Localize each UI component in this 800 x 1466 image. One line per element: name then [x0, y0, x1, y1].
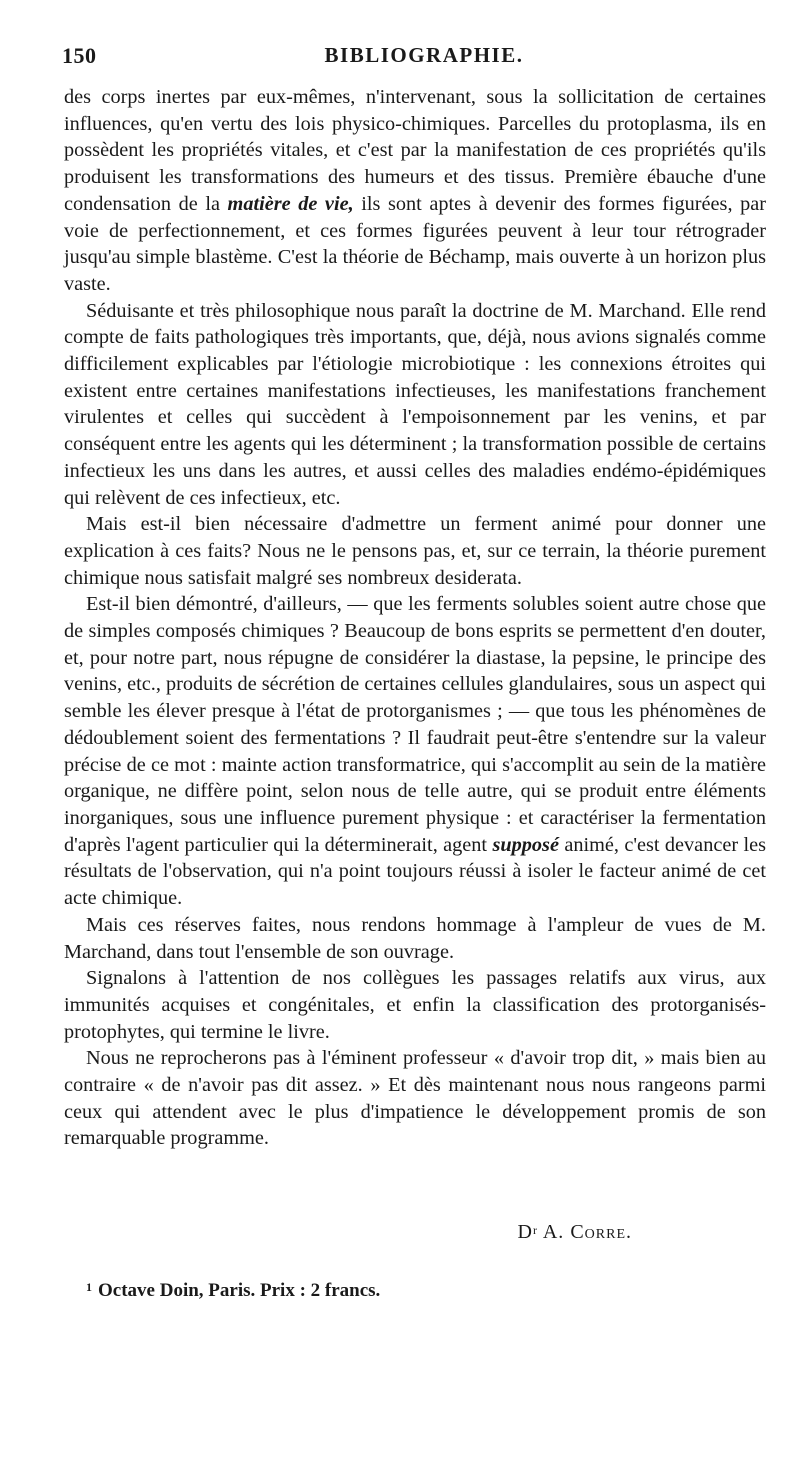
paragraph: des corps inertes par eux-mêmes, n'intervenant, sous la sollicitation de certaines influences, qu'en vertu des lois physico-chimiques. Parcelles du protoplasma, ils en possèdent les propriétés vitales, et c'est par la manifestation de ces propriétés qu'ils produisent les transformations des humeurs et des tissus. Première ébauche d'une condensation de la matière de vie, ils sont aptes à devenir des formes figurées, par voie de perfectionnement, et ces formes figurées peuvent à leur tour rétrograder jusqu'au simple blastème. C'est la théorie de Béchamp, mais ouverte à un horizon plus vaste. — [64, 86, 766, 295]
paragraph: Mais ces réserves faites, nous rendons hommage à l'ampleur de vues de M. Marchand, dans tout l'ensemble de son ouvrage. — [64, 913, 766, 963]
paragraph: Séduisante et très philosophique nous paraît la doctrine de M. Marchand. Elle rend compte de faits pathologiques très importants, que, déjà, nous avions signalés comme difficilement explicables par l'étiologie microbiotique : les connexions étroites qui existent entre certaines manifestations infectieuses, les manifestations franchement virulentes et celles qui succèdent à l'empoisonnement par les venins, et par conséquent entre les agents qui les déterminent ; la transformation possible de certains infectieux les uns dans les autres, et aussi celles des maladies endémo-épidémiques qui relèvent de ces infectieux, etc. — [64, 299, 766, 509]
body-text — [64, 84, 766, 1152]
emphasis: supposé — [492, 833, 559, 856]
paragraph: Nous ne reprocherons pas à l'éminent professeur « d'avoir trop dit, » mais bien au contraire « de n'avoir pas dit assez. » Et dès maintenant nous nous rangeons parmi ceux qui attendent avec le plus d'impatience le développement promis de son remarquable programme. — [64, 1047, 766, 1150]
author-signature — [518, 1221, 633, 1244]
paragraph: Est-il bien démontré, d'ailleurs, — que les ferments solubles soient autre chose que de simples composés chimiques ? Beaucoup de bons esprits se permettent d'en douter, et, pour notre part, nous répugne de considérer la diastase, la pepsine, le principe des venins, etc., produits de sécrétion de certaines cellules glandulaires, sous un aspect qui semble les élever presque à l'état de protorganismes ; — que tous les phénomènes de dédoublement soient des fermentations ? Il faudrait peut-être s'entendre sur la valeur précise de ce mot : mainte action transformatrice, qui s'accomplit au sein de la matière organique, ne diffère point, selon nous de telle autre, qui se produit entre éléments inorganiques, sous une influence purement physique : et caractériser la fermentation d'après l'agent particulier qui la déterminerait, agent supposé animé, c'est devancer les résultats de l'observation, qui n'a point toujours réussi à isoler le facteur animé de cet acte chimique. — [64, 593, 766, 910]
footnote-text: Octave Doin, Paris. Prix : 2 francs. — [98, 1280, 381, 1301]
signature-title-sup: r — [532, 1223, 538, 1237]
footnote — [86, 1280, 766, 1302]
signature-initial: A. — [542, 1221, 565, 1243]
page-number: 150 — [62, 43, 97, 68]
running-title: BIBLIOGRAPHIE. — [324, 43, 524, 67]
emphasis: matière de vie, — [227, 192, 354, 215]
paragraph: Mais est-il bien nécessaire d'admettre un ferment animé pour donner une explication à ces faits? Nous ne le pensons pas, et, sur ce terrain, la théorie purement chimique nous satisfait malgré ses nombreux desiderata. — [64, 513, 766, 589]
page-header — [62, 43, 766, 73]
paragraph: Signalons à l'attention de nos collègues les passages relatifs aux virus, aux immunités acquises et congénitales, et enfin la classification des protorganisés-protophytes, qui termine le livre. — [64, 967, 766, 1043]
footnote-mark: 1 — [86, 1280, 92, 1294]
signature-surname: Corre. — [570, 1221, 632, 1243]
signature-title: D — [517, 1221, 533, 1243]
